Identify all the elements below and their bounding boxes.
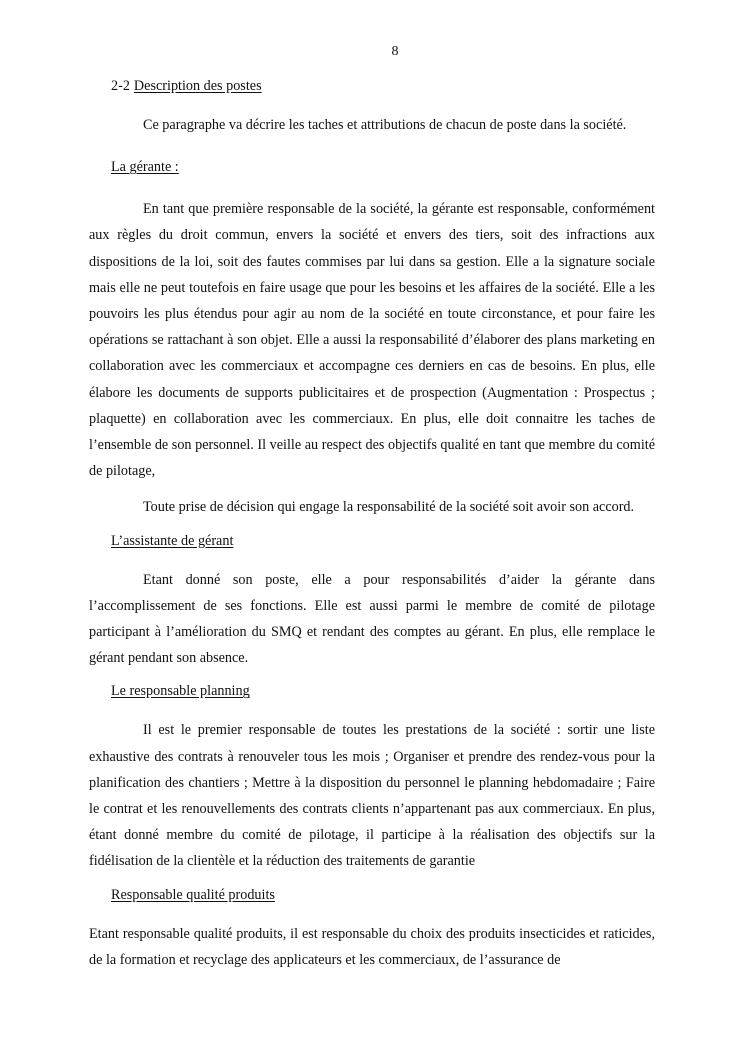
document-body	[89, 76, 655, 973]
role-heading-assistante: L’assistante de gérant	[111, 532, 234, 549]
section-number: 2-2	[111, 78, 130, 94]
role-heading-gerante: La gérante :	[111, 159, 179, 176]
role-paragraph-assistante: Etant donné son poste, elle a pour responsabilités d’aider la gérante dans l’accomplissement de ses fonctions. Elle est aussi parmi le membre de comité de pilotage participant à l’amélioration du SMQ et rendant des comptes au gérant. En plus, elle remplace le gérant pendant son absence.	[89, 571, 655, 667]
role-heading-planning: Le responsable planning	[111, 683, 250, 700]
role-paragraph-gerante-2: Toute prise de décision qui engage la responsabilité de la société soit avoir son accord.	[143, 499, 635, 516]
role-paragraph-planning: Il est le premier responsable de toutes les prestations de la société : sortir une liste exhaustive des contrats à renouveler tous les mois ; Organiser et prendre des rendez-vous pour la planification des chantiers ; Mettre à la disposition du personnel le planning hebdomadaire ; Faire le contrat et les renouvellements des contrats clients n’appartenant pas aux commerciaux. En plus, étant donné membre du comité de pilotage, il participe à la réalisation des objectifs sur la fidélisation de la clientèle et la réduction des traitements de garantie	[89, 722, 655, 870]
role-paragraph-gerante-1: En tant que première responsable de la société, la gérante est responsable, conformément aux règles du droit commun, envers la société et envers des tiers, soit des infractions aux dispositions de la loi, soit des fautes commises par lui dans sa gestion. Elle a la signature sociale mais elle ne peut toutefois en faire usage que pour les besoins et les affaires de la société. Elle a les pouvoirs les plus étendus pour agir au nom de la société en toute circonstance, et pour faire les opérations se rattachant à son objet. Elle a aussi la responsabilité d’élaborer des plans marketing en collaboration avec les commerciaux et accompagne ces derniers en cas de besoins. En plus, elle élabore les documents de supports publicitaires et de prospection (Augmentation : Prospectus ; plaquette) en collaboration avec les commerciaux. En plus, elle doit connaitre les taches de l’ensemble de son personnel. Il veille au respect des objectifs qualité en tant que membre du comité de pilotage,	[89, 201, 655, 480]
role-paragraph-qualite: Etant responsable qualité produits, il est responsable du choix des produits insecticides et raticides, de la formation et recyclage des applicateurs et les commerciaux, de l’assurance de	[89, 925, 655, 968]
section-heading	[111, 76, 655, 96]
page-number: 8	[391, 44, 399, 59]
section-intro: Ce paragraphe va décrire les taches et attributions de chacun de poste dans la société.	[143, 117, 627, 133]
role-heading-qualite: Responsable qualité produits	[111, 886, 275, 903]
section-title: Description des postes	[133, 78, 262, 94]
